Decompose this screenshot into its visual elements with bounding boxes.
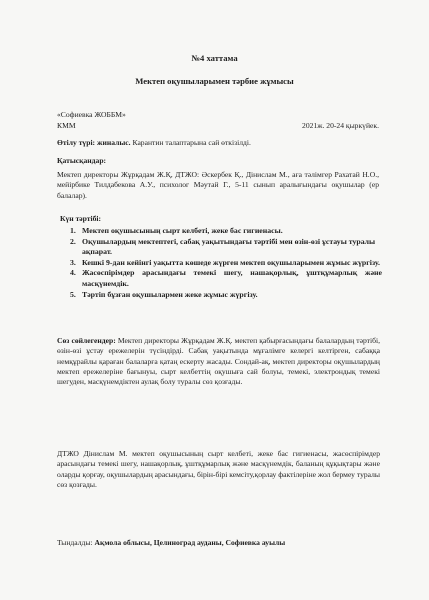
- org-type: КММ: [57, 121, 76, 130]
- meeting-format: [57, 138, 387, 148]
- protocol-number: №4 хаттама: [191, 53, 238, 63]
- participants-text: Мектеп директоры Жұрқадам Ж.Қ, ДТЖО: Әскербек Қ., Дінислам М., аға тәлімгер Рахатай Н.О., мейірбике Тилдабекова А.У., психолог Мәутай Г., 5-11 сынып аралығындағы оқушылар (ер балалар).: [57, 170, 379, 200]
- org-date-line: [57, 121, 379, 131]
- participants-heading: Қатысқандар:: [57, 156, 107, 165]
- school-name: «Софиевка ЖОББМ»: [57, 110, 126, 119]
- format-text: Карантин талаптарына сай өткізілді.: [130, 138, 251, 147]
- agenda-item: 5. Тәртіп бұзған оқушылармен жеке жұмыс жүргізу.: [70, 289, 258, 299]
- deputy-paragraph: ДТЖО Дінислам М. мектеп оқушысының сырт келбеті, жеке бас гигиенасы, жасөспірімдер арасындағы темекі шегу, нашақорлық, ұштқұмарлық және масқүнемдік, баланың құқықтары және оларды қорғау, оқушылардың арасындағы, бірін-бірі кемсіту,қорлау фактілеріне жол бермеу туралы сөз қозғады.: [57, 449, 380, 489]
- agenda-item: 2. Оқушылардың мектептегі, сабақ уақытындағы тәртібі мен өзін-өзі ұстауы туралы ақпарат.: [70, 236, 376, 257]
- footer-location: Ақмола облысы, Целиноград ауданы, Софиевка ауылы: [92, 538, 286, 547]
- meeting-date: 2021ж. 20-24 қыркүйек.: [302, 121, 379, 130]
- agenda-item: 1. Мектеп оқушысының сырт келбеті, жеке бас гигиенасы.: [70, 226, 283, 235]
- speakers-paragraph: [57, 336, 380, 387]
- document-subtitle: Мектеп оқушыларымен тәрбие жұмысы: [135, 76, 294, 86]
- footer-line: [57, 538, 387, 548]
- speakers-label: Сөз сөйлегендер:: [57, 336, 116, 345]
- speakers-text: Мектеп директоры Жұрқадам Ж.Қ. мектеп қабырғасындағы балалардың тәртібі, өзін-өзі ұстау ережелерін түсіндірді. Сабақ уақытында мұғалімге келергі келтірген, сабаққа немқұрайлы қараған балаларға қатаң ескерту жасады. Сондай-ақ, мектеп директоры оқушылардың мектеп ережелеріне бағынуы, сырт келбеттің оқушыға сай болуы, темекі, электрондық темекі шегуден, масқүнемдіктен аулақ болу туралы сөз қозғады.: [57, 336, 380, 387]
- footer-label: Тындалды:: [57, 538, 93, 547]
- agenda-heading: Күн тәртібі:: [60, 214, 102, 223]
- agenda-item: 3. Кешкі 9-дан кейінгі уақытта көшеде жүрген мектеп оқушыларымен жұмыс жүргізу.: [70, 257, 380, 267]
- format-label: Өтілу түрі: жиналыс.: [57, 138, 131, 147]
- agenda-item: 4. Жасөспірімдер арасындағы темекі шегу, нашақорлық, ұштқұмарлық және масқүнемдік.: [70, 268, 382, 288]
- agenda-list: [70, 226, 382, 300]
